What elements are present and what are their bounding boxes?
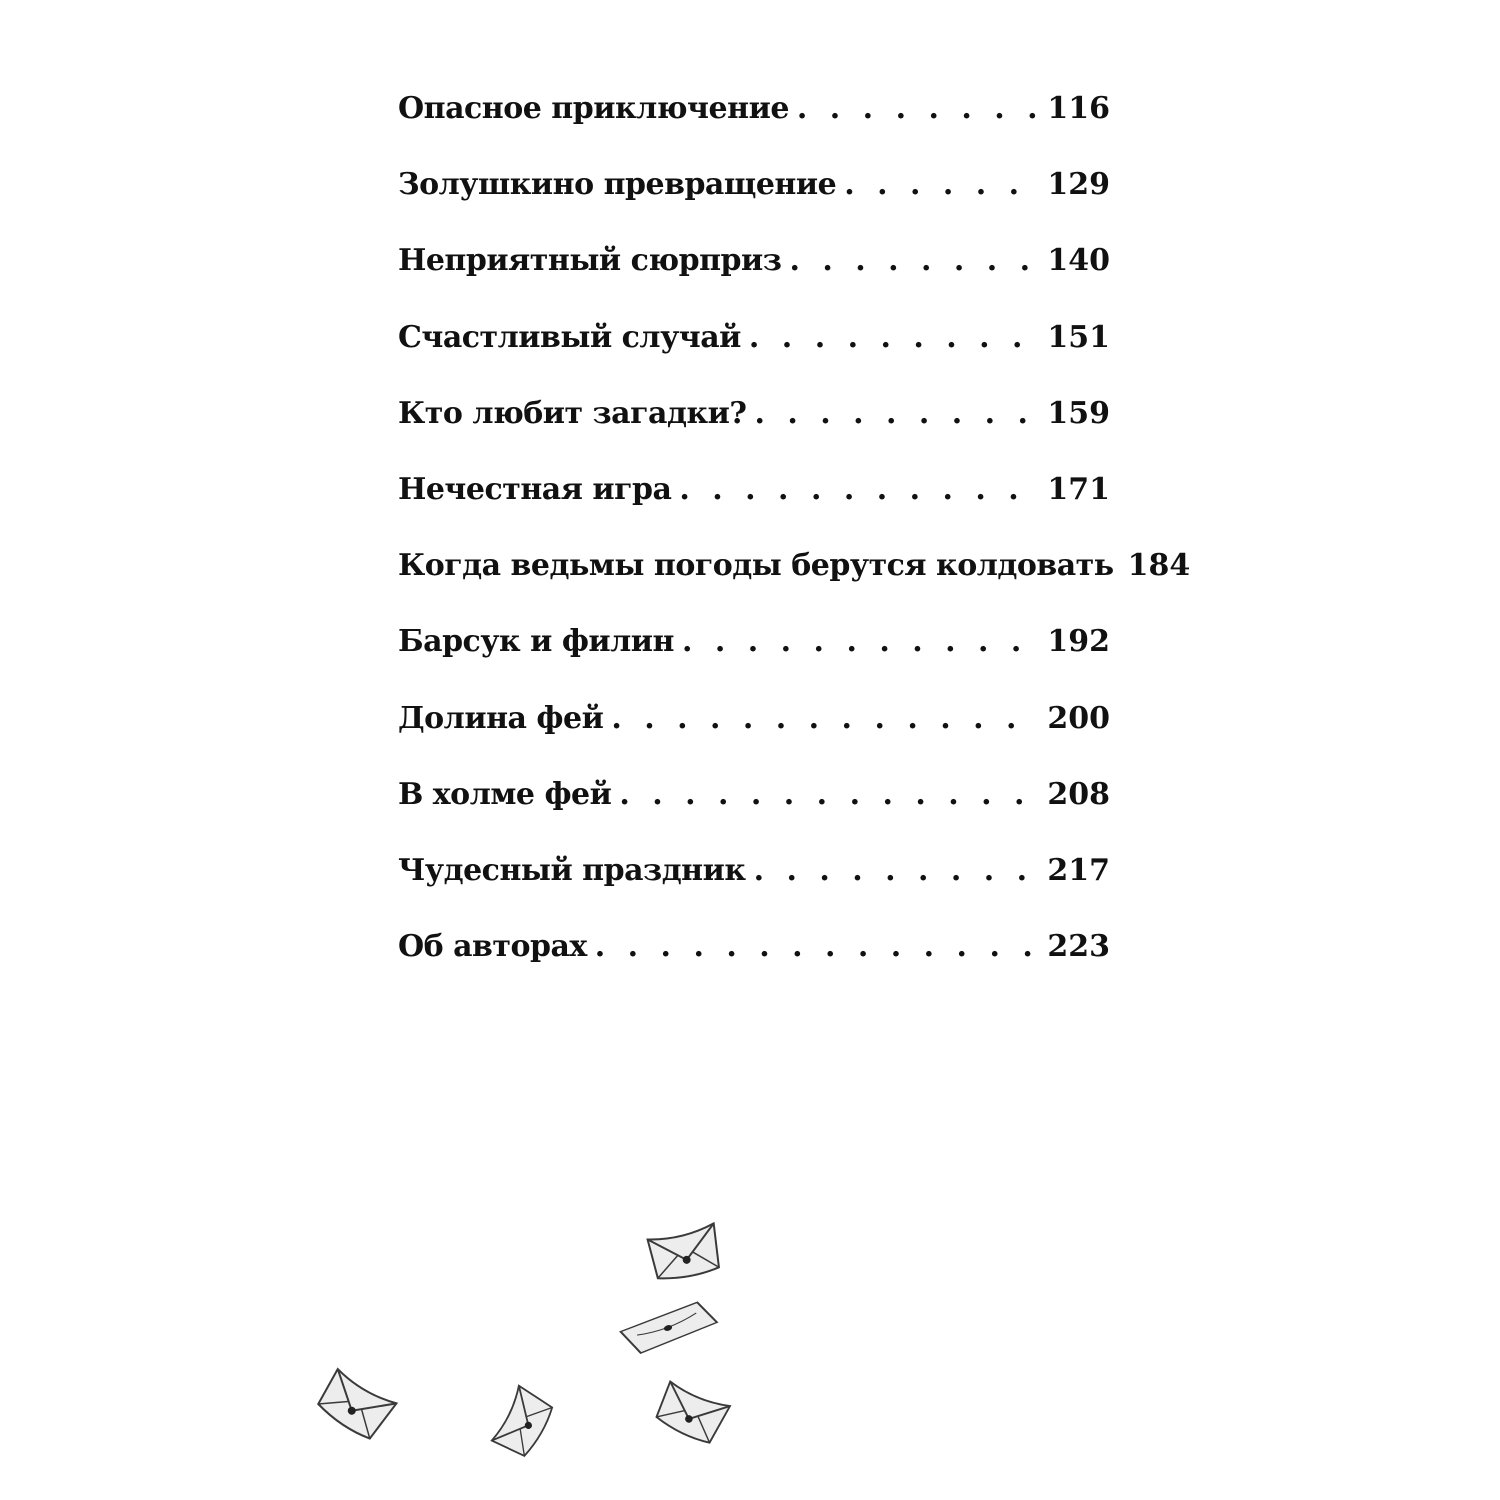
toc-leader-dots [619, 770, 1041, 820]
toc-leader-dots [595, 922, 1042, 972]
envelope-icon [619, 1298, 718, 1356]
toc-entry [398, 694, 1110, 770]
toc-entry-page: 192 [1047, 624, 1110, 660]
toc-entry-page: 184 [1127, 548, 1191, 584]
toc-entry-page: 151 [1047, 319, 1110, 355]
flying-envelopes-illustration [300, 1200, 760, 1480]
toc-leader-dots [611, 694, 1041, 744]
toc-entry-title: Чудесный праздник [398, 852, 746, 888]
toc-leader-dots [797, 84, 1041, 134]
toc-entry-title: Об авторах [398, 929, 587, 965]
toc-entry-page: 171 [1047, 471, 1110, 507]
envelope-icon [647, 1223, 723, 1283]
toc-entry [398, 313, 1110, 389]
toc-entry [398, 236, 1110, 312]
toc-entry [398, 389, 1110, 465]
toc-entry [398, 465, 1110, 541]
toc-entry-page: 208 [1047, 776, 1110, 812]
toc-entry-title: Когда ведьмы погоды берутся колдовать [398, 548, 1114, 584]
table-of-contents [398, 84, 1191, 998]
envelope-icon [314, 1367, 396, 1443]
toc-leader-dots [789, 236, 1041, 286]
toc-leader-dots [754, 846, 1042, 896]
toc-leader-dots [844, 160, 1041, 210]
envelope-icon [653, 1380, 730, 1447]
toc-leader-dots [679, 465, 1041, 515]
envelope-icon [490, 1386, 556, 1460]
toc-entry-title: Барсук и филин [398, 624, 674, 660]
toc-entry-page: 129 [1047, 167, 1110, 203]
toc-entry-page: 159 [1047, 395, 1110, 431]
toc-entry-page: 217 [1047, 852, 1110, 888]
toc-entry [398, 846, 1110, 922]
toc-entry-title: Золушкино превращение [398, 167, 837, 203]
toc-entry [398, 541, 1191, 617]
toc-entry-title: Нечестная игра [398, 471, 672, 507]
toc-entry-title: Счастливый случай [398, 319, 741, 355]
toc-entry [398, 922, 1110, 998]
toc-entry-title: В холме фей [398, 776, 612, 812]
toc-leader-dots [749, 313, 1041, 363]
toc-entry-title: Опасное приключение [398, 91, 789, 126]
toc-entry [398, 617, 1110, 693]
toc-entry-page: 140 [1047, 243, 1110, 279]
toc-entry [398, 160, 1110, 236]
toc-entry-title: Неприятный сюрприз [398, 243, 782, 279]
toc-entry-page: 200 [1047, 700, 1110, 736]
toc-entry [398, 84, 1110, 160]
toc-entry-page: 116 [1047, 91, 1110, 126]
toc-entry [398, 770, 1110, 846]
toc-entry-title: Кто любит загадки? [398, 395, 747, 431]
toc-entry-title: Долина фей [398, 700, 604, 736]
toc-leader-dots [682, 617, 1041, 667]
toc-leader-dots [754, 389, 1041, 439]
toc-entry-page: 223 [1047, 929, 1110, 965]
